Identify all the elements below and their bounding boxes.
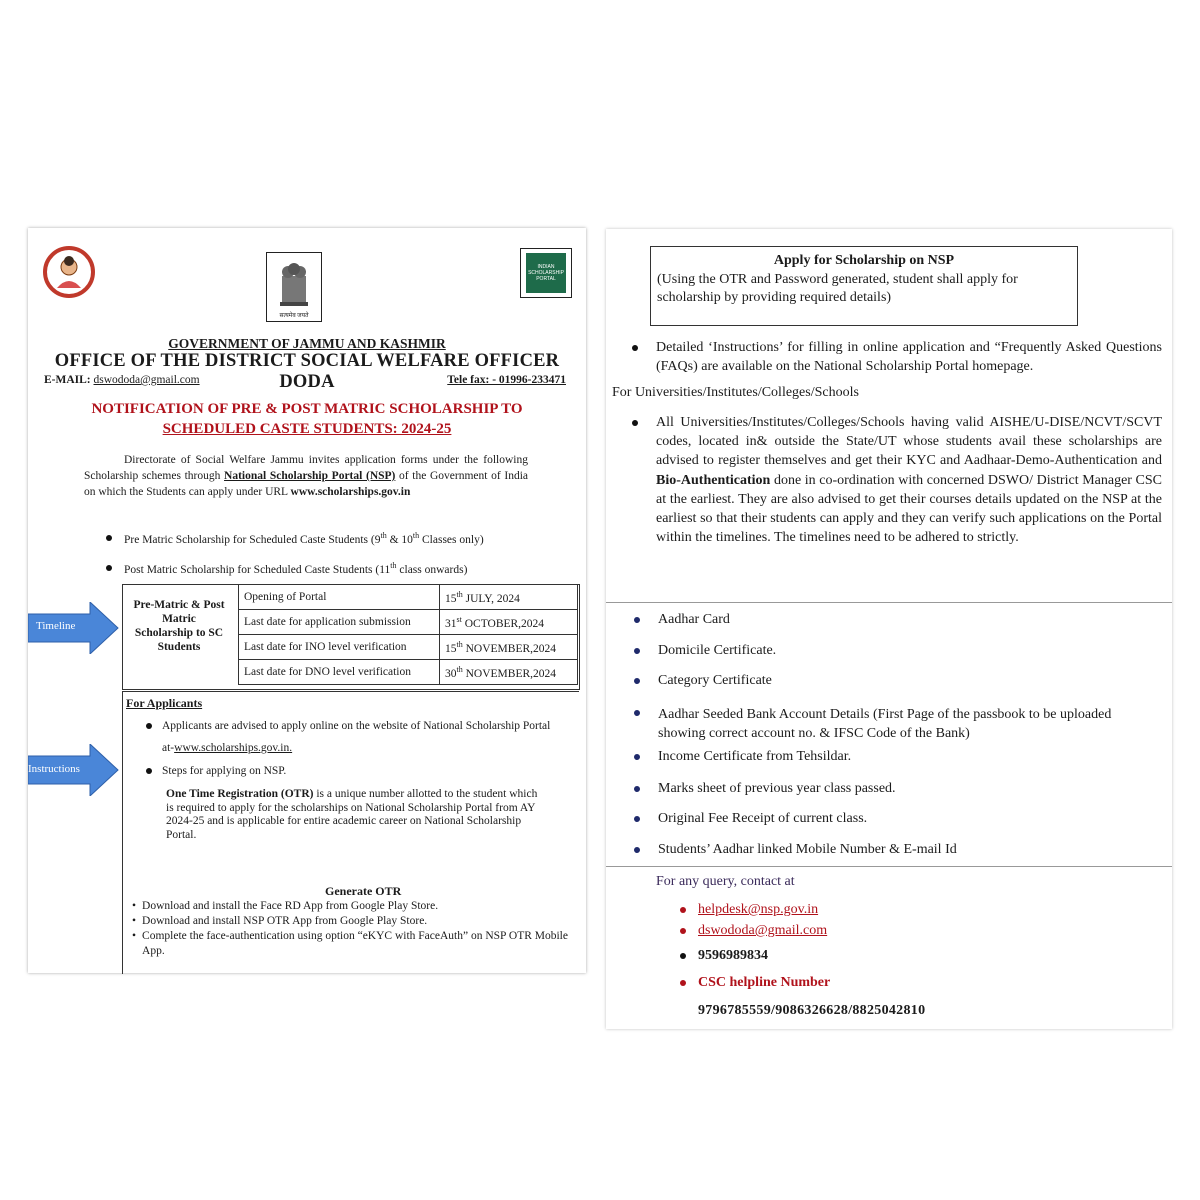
- steps-text: Steps for applying on NSP.: [162, 765, 287, 777]
- bullet-icon: [634, 710, 640, 716]
- list-item: • Download and install the Face RD App from Google Play Store.: [132, 900, 439, 912]
- timeline-table: [238, 584, 578, 685]
- timeline-label: Timeline: [36, 620, 76, 632]
- emblem-caption: सत्यमेव जयते: [279, 313, 309, 319]
- notification-page-right: [606, 229, 1172, 1029]
- doc-item-fee: Original Fee Receipt of current class.: [634, 811, 867, 827]
- otr-description: is a unique number allotted to the student which is required to apply for the scholarships on National Scholarship Portal from AY 2024-25 and is applicable for entire academic career on National Scholarship Portal.: [166, 788, 538, 841]
- generate-otr-list: [132, 899, 572, 959]
- instructions-label: Instructions: [28, 763, 80, 775]
- faq-item: [632, 338, 1162, 376]
- table-row: [239, 660, 578, 685]
- doc-item-bank: Aadhar Seeded Bank Account Details (First Page of the passbook to be uploaded showing correct account no. & IFSC Code of the Bank): [634, 705, 1144, 743]
- doc-item-aadhar: Aadhar Card: [634, 612, 730, 628]
- contact-phone: [680, 948, 768, 964]
- govt-heading: GOVERNMENT OF JAMMU AND KASHMIR: [168, 336, 446, 351]
- csc-helpline-label: CSC helpline Number: [698, 975, 831, 990]
- table-row: [239, 585, 578, 610]
- bullet-icon: [146, 768, 152, 774]
- office-email-link[interactable]: dswododa@gmail.com: [93, 374, 200, 386]
- timeline-label-cell: Opening of Portal: [239, 585, 440, 610]
- contact-email-helpdesk: [680, 902, 818, 918]
- girl-child-icon: [40, 244, 98, 300]
- bullet-icon: [106, 535, 112, 541]
- applicant-item-apply-online: [146, 715, 556, 759]
- portal-logo-graphic: [526, 253, 566, 293]
- intro-text-1: Directorate of Social Welfare Jammu invites application forms under the following Scholarship schemes through: [84, 454, 528, 482]
- bullet-icon: [680, 953, 686, 959]
- doc-item-category: Category Certificate: [634, 673, 772, 689]
- bullet-icon: [106, 565, 112, 571]
- table-row: [239, 635, 578, 660]
- doc-item-domicile: Domicile Certificate.: [634, 643, 776, 659]
- doc-item-marks: Marks sheet of previous year class passed.: [634, 781, 896, 797]
- scheme-item-post-matric: [106, 561, 467, 576]
- intro-paragraph: [84, 452, 528, 500]
- faq-text: Detailed ‘Instructions’ for filling in online application and “Frequently Asked Questions (FAQs) are available on the National Scholarship Portal homepage.: [656, 340, 1162, 374]
- bullet-icon: [634, 786, 640, 792]
- timeline-label-cell: Last date for DNO level verification: [239, 660, 440, 685]
- scheme-cell: Pre-Matric & Post Matric Scholarship to SC Students: [133, 599, 225, 653]
- bullet-icon: [680, 907, 686, 913]
- bullet-icon: •: [132, 900, 137, 912]
- bullet-icon: [634, 678, 640, 684]
- scholarship-portal-logo: [520, 248, 572, 298]
- timeline-date-cell: 31st OCTOBER,2024: [440, 610, 578, 635]
- helpdesk-email-link[interactable]: helpdesk@nsp.gov.in: [698, 902, 819, 917]
- nsp-url-link[interactable]: www.scholarships.gov.in.: [174, 742, 293, 754]
- bullet-icon: [632, 345, 638, 351]
- apply-online-text: Applicants are advised to apply online on the website of National Scholarship Portal at-www.scholarships.gov.in.: [162, 720, 551, 754]
- notification-title-line1: NOTIFICATION OF PRE & POST MATRIC SCHOLARSHIP TO: [91, 401, 523, 417]
- apply-on-nsp-box: [650, 246, 1078, 326]
- table-row: [239, 610, 578, 635]
- csc-numbers: 9796785559/9086326628/8825042810: [698, 1003, 926, 1018]
- dswo-email-link[interactable]: dswododa@gmail.com: [698, 923, 828, 938]
- state-emblem-logo: [266, 252, 322, 322]
- telefax: Tele fax: - 01996-233471: [447, 374, 566, 386]
- timeline-label-cell: Last date for INO level verification: [239, 635, 440, 660]
- doc-item-mobile: Students’ Aadhar linked Mobile Number & E-mail Id: [634, 842, 957, 858]
- section-divider: [606, 866, 1172, 867]
- scheme-pre-matric-text: Pre Matric Scholarship for Scheduled Caste Students (9th & 10th Classes only): [124, 531, 484, 546]
- timeline-date-cell: 15th NOVEMBER,2024: [440, 635, 578, 660]
- portal-logo-text: INDIAN SCHOLARSHIP PORTAL: [528, 264, 564, 282]
- csc-helpline: [680, 975, 830, 991]
- list-item: • Download and install NSP OTR App from Google Play Store.: [132, 915, 428, 927]
- otr-term: One Time Registration (OTR): [166, 788, 314, 800]
- office-heading: OFFICE OF THE DISTRICT SOCIAL WELFARE OFFICER DODA: [54, 351, 560, 392]
- bullet-icon: [632, 420, 638, 426]
- section-divider: [606, 602, 1172, 603]
- timeline-date-cell: 15th JULY, 2024: [440, 585, 578, 610]
- apply-box-body: (Using the OTR and Password generated, student shall apply for scholarship by providing required details): [657, 272, 1018, 305]
- nsp-name: National Scholarship Portal (NSP): [224, 470, 396, 482]
- bullet-icon: [146, 723, 152, 729]
- institutions-heading: For Universities/Institutes/Colleges/Schools: [612, 385, 859, 400]
- institutions-item: [632, 413, 1162, 547]
- bullet-icon: [634, 847, 640, 853]
- query-heading: For any query, contact at: [656, 874, 795, 889]
- ashoka-emblem-icon: [274, 258, 314, 316]
- bullet-icon: •: [132, 930, 137, 942]
- bullet-icon: [634, 816, 640, 822]
- doc-item-income: Income Certificate from Tehsildar.: [634, 749, 851, 765]
- timeline-label-cell: Last date for application submission: [239, 610, 440, 635]
- email-label: E-MAIL:: [44, 374, 91, 386]
- notification-page-left: [28, 228, 586, 973]
- bullet-icon: [680, 928, 686, 934]
- apply-box-title: Apply for Scholarship on NSP: [773, 253, 955, 268]
- bullet-icon: [634, 617, 640, 623]
- contact-email-dswo: [680, 923, 827, 939]
- phone-number: 9596989834: [698, 948, 768, 963]
- scheme-post-matric-text: Post Matric Scholarship for Scheduled Caste Students (11th class onwards): [124, 561, 468, 576]
- otr-paragraph: [166, 788, 546, 842]
- list-item: • Complete the face-authentication using option “eKYC with FaceAuth” on NSP OTR Mobile App.: [132, 930, 568, 957]
- scheme-item-pre-matric: [106, 531, 484, 546]
- intro-url[interactable]: www.scholarships.gov.in: [290, 486, 411, 498]
- generate-otr-heading: Generate OTR: [325, 884, 402, 898]
- institutions-text: All Universities/Institutes/Colleges/Schools having valid AISHE/U-DISE/NCVT/SCVT codes, located in& outside the State/UT whose students avail these scholarships are advised to register themselves and get their KYC and Aadhaar-Demo-Authentication and Bio-Authentication done in co-ordination with concerned DSWO/ District Manager CSC at the earliest. They are also advised to get their courses details updated on the NSP at the earliest so that their students can apply and they can verify such applications on the Portal within the timelines. The timelines need to be adhered to strictly.: [656, 415, 1163, 546]
- notification-title-line2: SCHEDULED CASTE STUDENTS: 2024-25: [162, 421, 452, 437]
- bullet-icon: [634, 648, 640, 654]
- email-line: [44, 374, 200, 386]
- intro-text-2: of the Government of India on which the Students can apply under URL: [84, 470, 529, 498]
- bullet-icon: [634, 754, 640, 760]
- bullet-icon: [680, 980, 686, 986]
- applicants-heading: For Applicants: [126, 696, 203, 710]
- timeline-date-cell: 30th NOVEMBER,2024: [440, 660, 578, 685]
- beti-bachao-logo: [40, 244, 98, 300]
- applicant-item-steps: [146, 765, 286, 777]
- bullet-icon: •: [132, 915, 137, 927]
